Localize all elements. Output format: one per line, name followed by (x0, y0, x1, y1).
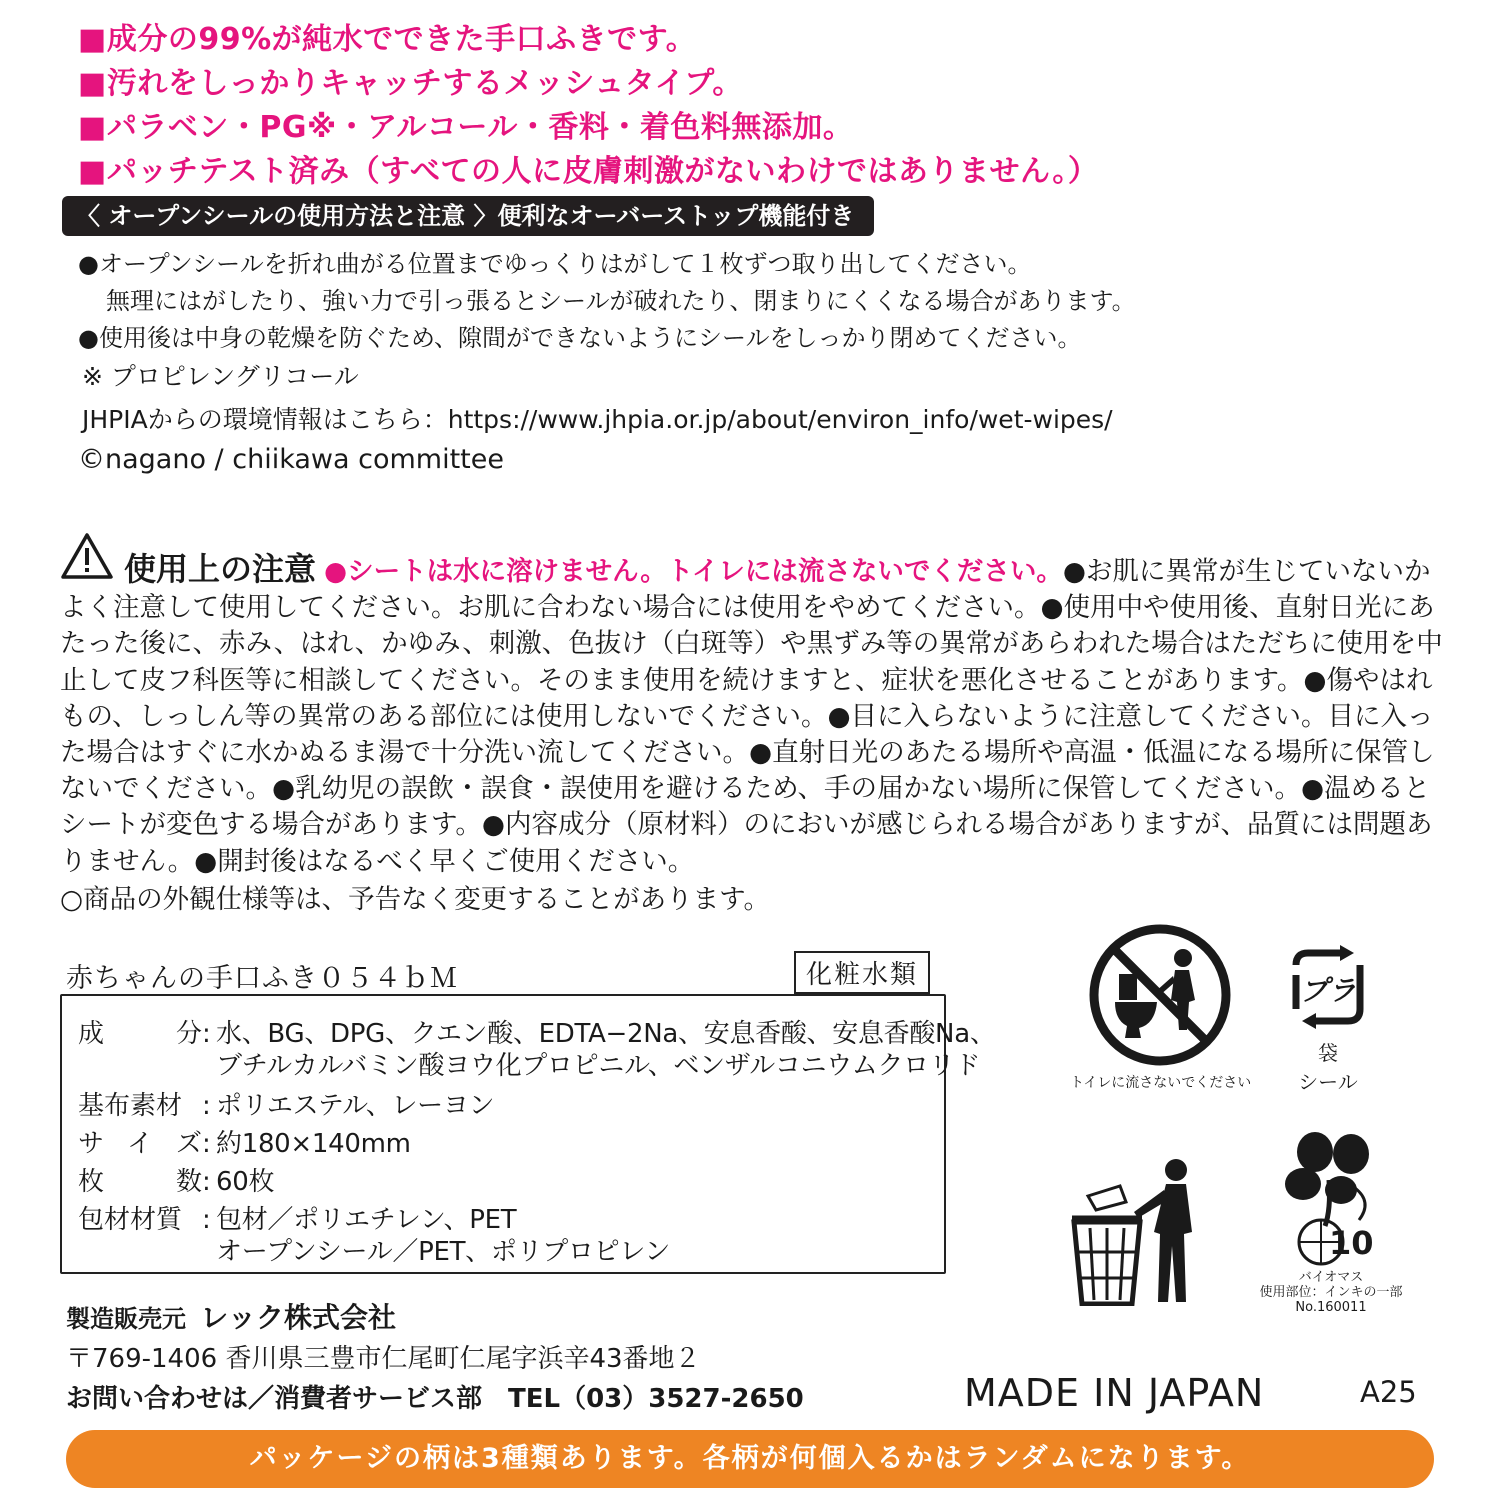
size-label: サ イ ズ (78, 1129, 202, 1159)
size-value: 約180×140mm (216, 1129, 411, 1159)
packaging-value-1: 包材／ポリエチレン、PET (216, 1205, 517, 1235)
caution-body: ●お肌に異常が生じていないかよく注意して使用してください。お肌に合わない場合には使用をやめてください。●使用中や使用後、直射日光にあたった後に、赤み、はれ、かゆみ、刺激、色抜け（白斑等）や黒ずみ等の異常があらわれた場合はただちに使用を中止して皮フ科医等に相談してください。そのまま使用を続けますと、症状を悪化させることがあります。●傷やはれもの、しっしん等の異常のある部位には使用しないでください。●目に入らないように注意してください。目に入った場合はすぐに水かぬるま湯で十分洗い流してください。●直射日光のあたる場所や高温・低温になる場所に保管しないでください。●乳幼児の誤飲・誤食・誤使用を避けるため、手の届かない場所に保管してください。●温めるとシートが変色する場合があります。●内容成分（原材料）のにおいが感じられる場合がありますが、品質には問題ありません。●開封後はなるべく早くご使用ください。 (60, 556, 1443, 877)
pla-caption-bag: 袋 (1318, 1041, 1338, 1065)
packaging-value-2: オープンシール／PET、ポリプロピレン (216, 1237, 671, 1267)
change-notice: ○商品の外観仕様等は、予告なく変更することがあります。 (60, 883, 771, 915)
ingredients-row-2 (78, 1050, 980, 1082)
packaging-row-2 (78, 1236, 670, 1268)
trash-disposal-icon (1068, 1156, 1208, 1306)
ingredients-row: 成 分 : 水、BG、DPG、クエン酸、EDTA−2Na、安息香酸、安息香酸Na、 (78, 1019, 996, 1049)
no-flush-toilet-icon (1085, 920, 1235, 1070)
made-in-japan: MADE IN JAPAN (964, 1371, 1265, 1415)
seal-usage-header: 〈 オープンシールの使用方法と注意 〉便利なオーバーストップ機能付き (62, 196, 874, 236)
ingredients-value-2: ブチルカルバミン酸ヨウ化プロピニル、ベンザルコニウムクロリド (216, 1051, 981, 1081)
jhpia-info: JHPIAからの環境情報はこちら：https://www.jhpia.or.jp/about/environ_info/wet-wipes/ (82, 405, 1113, 434)
biomass-number: 10 (1329, 1224, 1374, 1262)
seal-usage-text (78, 246, 1136, 357)
packaging-row: 包材材質 : 包材／ポリエチレン、PET (78, 1205, 517, 1235)
ingredients-label: 成 分 (78, 1019, 202, 1049)
seal-line: ●オープンシールを折れ曲がる位置までゆっくりはがして１枚ずつ取り出してください。 (78, 250, 1032, 278)
count-value: 60枚 (216, 1167, 275, 1197)
base-material-row: 基布素材 : ポリエステル、レーヨン (78, 1091, 495, 1121)
seal-line: ●使用後は中身の乾燥を防ぐため、隙間ができないようにシールをしっかり閉めてください。 (78, 324, 1082, 352)
caution-highlight: ●シートは水に溶けません。トイレには流さないでください。 (324, 556, 1063, 587)
biomass-usage: 使用部位：インキの一部 (1259, 1285, 1403, 1300)
pla-caption-seal: シール (1298, 1070, 1358, 1094)
warning-icon (60, 532, 114, 580)
manufacturer (66, 1296, 396, 1336)
pla-recycle-icon (1284, 945, 1372, 1029)
pg-footnote: ※ プロピレングリコール (82, 362, 359, 391)
manufacturer-contact: お問い合わせは／消費者サービス部 TEL（03）3527-2650 (66, 1384, 804, 1414)
biomass-number-code: No.160011 (1295, 1300, 1367, 1315)
ingredients-box (60, 994, 996, 1274)
product-code: A25 (1360, 1375, 1417, 1409)
caution-title: 使用上の注意 (124, 550, 317, 588)
seal-line: 無理にはがしたり、強い力で引っ張るとシールが破れたり、閉まりにくくなる場合があります。 (106, 287, 1136, 315)
biomass-icon (1281, 1130, 1381, 1270)
manufacturer-name: レック株式会社 (200, 1301, 396, 1334)
packaging-label: 包材材質 (78, 1205, 183, 1235)
feature-item: ■汚れをしっかりキャッチするメッシュタイプ。 (78, 66, 743, 101)
biomass-caption: バイオマス (1298, 1270, 1364, 1285)
feature-item: ■パッチテスト済み（すべての人に皮膚刺激がないわけではありません。） (78, 154, 1099, 189)
pla-mark: プラ (1299, 974, 1356, 1007)
copyright: ©nagano / chiikawa committee (78, 444, 504, 475)
count-label: 枚 数 (78, 1167, 202, 1197)
manufacturer-label: 製造販売元 (66, 1305, 186, 1333)
ingredients-value-1: 水、BG、DPG、クエン酸、EDTA−2Na、安息香酸、安息香酸Na、 (216, 1019, 996, 1049)
count-row: 枚 数 : 60枚 (78, 1167, 275, 1197)
no-flush-icon-group (1070, 920, 1250, 1092)
base-material-label: 基布素材 (78, 1091, 183, 1121)
feature-item: ■成分の99%が純水でできた手口ふきです。 (78, 22, 697, 57)
product-category: 化粧水類 (794, 951, 930, 994)
biomass-group (1244, 1130, 1418, 1315)
feature-item: ■パラベン・PG※・アルコール・香料・着色料無添加。 (78, 110, 854, 145)
manufacturer-address: 〒769-1406 香川県三豊市仁尾町仁尾字浜辛43番地２ (66, 1344, 701, 1374)
caution-section (60, 532, 1444, 918)
product-name: 赤ちゃんの手口ふき０５４ｂＭ (66, 963, 458, 994)
no-flush-caption: トイレに流さないでください (1070, 1075, 1252, 1091)
size-row: サ イ ズ : 約180×140mm (78, 1129, 411, 1159)
feature-list (78, 18, 1098, 194)
base-material-value: ポリエステル、レーヨン (216, 1091, 495, 1121)
pla-recycle-group (1278, 945, 1378, 1095)
caution-heading (60, 532, 316, 587)
pattern-notice-banner: パッケージの柄は3種類あります。各柄が何個入るかはランダムになります。 (66, 1430, 1434, 1488)
